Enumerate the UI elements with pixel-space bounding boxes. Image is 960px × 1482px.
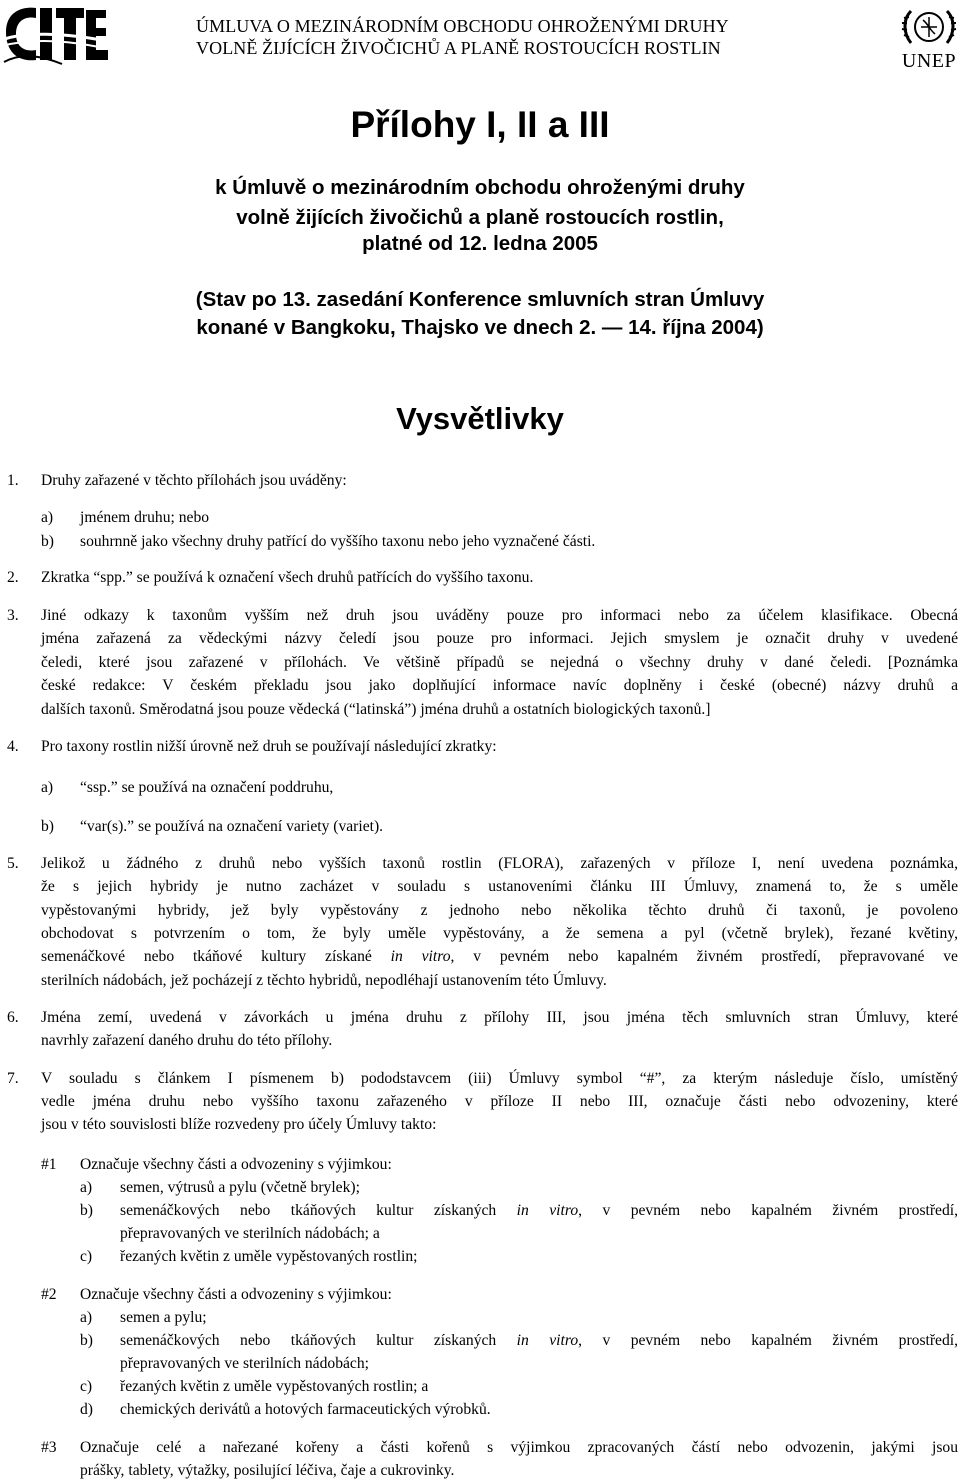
p5-line-5: semenáčkové nebo tkáňové kultury získané in vitro, v pevném nebo kapalném živném prostředí, přepravované ve (41, 948, 958, 965)
p4-a-label: a) (41, 779, 54, 796)
p1-b-text: souhrnně jako všechny druhy patřící do vyššího taxonu nebo jeho vyznačené části. (80, 533, 596, 550)
n2-c-text: řezaných květin z uměle vypěstovaných rostlin; a (120, 1378, 429, 1395)
n1-b-line-1: semenáčkových nebo tkáňových kultur získaných in vitro, v pevném nebo kapalném živném prostředí, (120, 1202, 958, 1219)
n2-a-label: a) (80, 1309, 93, 1326)
p6-line-1: Jména zemí, uvedená v závorkách u jména druhu z přílohy III, jsou jména těch smluvních stran Úmluvy, které (41, 1009, 958, 1026)
subtitle-line-5: konané v Bangkoku, Thajsko ve dnech 2. — 14. října 2004) (196, 316, 764, 339)
section-heading: Vysvětlivky (396, 401, 564, 436)
p3-line-1: Jiné odkazy k taxonům vyšším než druh jsou uváděny pouze pro informaci nebo za účelem klasifikace. Obecná (41, 607, 958, 624)
n2-d-text: chemických derivátů a hotových farmaceutických výrobků. (120, 1401, 491, 1418)
p7-line-3: jsou v této souvislosti blíže rozvedeny pro účely Úmluvy takto: (41, 1116, 437, 1133)
p4-num: 4. (7, 738, 19, 755)
n2-b-label: b) (80, 1332, 93, 1349)
n3-label: #3 (41, 1439, 57, 1456)
p5-num: 5. (7, 855, 19, 872)
p2-num: 2. (7, 569, 19, 586)
p7-line-2: vedle jména druhu nebo vyššího taxonu zařazeného v příloze II nebo III, označuje části nebo odvozeniny, které (41, 1093, 958, 1110)
n1-b-line-2: přepravovaných ve sterilních nádobách; a (120, 1225, 380, 1242)
header-line-2: VOLNĚ ŽIJÍCÍCH ŽIVOČICHŮ A PLANĚ ROSTOUCÍCH ROSTLIN (196, 38, 721, 58)
p3-line-3: čeledi, které jsou zařazené v přílohách. Ve většině případů se nejedná o všechny druhy v dané čeledi. [Poznámka (41, 654, 958, 671)
p2-text: Zkratka “spp.” se používá k označení všech druhů patřících do vyššího taxonu. (41, 569, 534, 586)
page-title: Přílohy I, II a III (350, 104, 610, 145)
n2-c-label: c) (80, 1378, 93, 1395)
unep-logo (898, 3, 960, 75)
p5-line-6: sterilních nádobách, jež pocházejí z těchto hybridů, nepodléhají ustanovením této Úmluvy. (41, 972, 607, 989)
p1-a-text: jménem druhu; nebo (80, 509, 210, 526)
subtitle-line-3: platné od 12. ledna 2005 (362, 232, 598, 255)
p4-b-label: b) (41, 818, 54, 835)
p1-a-label: a) (41, 509, 54, 526)
n1-label: #1 (41, 1156, 57, 1173)
p4-b-text: “var(s).” se používá na označení variety (variet). (80, 818, 384, 835)
n2-d-label: d) (80, 1401, 93, 1418)
p3-line-4: české redakce: V českém překladu jsou jako doplňující informace navíc doplněny i české (obecné) názvy druhů a (41, 677, 958, 694)
n1-b-label: b) (80, 1202, 93, 1219)
n1-a-text: semen, výtrusů a pylu (včetně brylek); (120, 1179, 360, 1196)
p5-line-4: obchodovat s potvrzením o tom, že byly uměle vypěstovány, a že semena a pyl (včetně brylek), řezané květiny, (41, 925, 958, 942)
p3-num: 3. (7, 607, 19, 624)
subtitle-line-1: k Úmluvě o mezinárodním obchodu ohroženými druhy (215, 176, 745, 199)
p3-line-2: jména zařazená za vědeckými názvy čeledí jsou pouze pro informaci. Jejich smyslem je označit druhy v uvedené (41, 630, 958, 647)
p5-line-1: Jelikož u žádného z druhů nebo vyšších taxonů rostlin (FLORA), zařazených v příloze I, není uvedena poznámka, (41, 855, 958, 872)
n1-c-text: řezaných květin z uměle vypěstovaných rostlin; (120, 1248, 418, 1265)
p1-num: 1. (7, 472, 19, 489)
n2-b-line-1: semenáčkových nebo tkáňových kultur získaných in vitro, v pevném nebo kapalném živném prostředí, (120, 1332, 958, 1349)
p5-line-2: že s jejich hybridy je nutno zacházet v souladu s ustanoveními článku III Úmluvy, znamená to, že s uměle (41, 878, 958, 895)
n1-text: Označuje všechny části a odvozeniny s výjimkou: (80, 1156, 392, 1173)
n1-a-label: a) (80, 1179, 93, 1196)
n2-text: Označuje všechny části a odvozeniny s výjimkou: (80, 1286, 392, 1303)
n2-label: #2 (41, 1286, 57, 1303)
p6-num: 6. (7, 1009, 19, 1026)
p6-line-2: navrhly zařazení daného druhu do této přílohy. (41, 1032, 333, 1049)
p4-text: Pro taxony rostlin nižší úrovně než druh se používají následující zkratky: (41, 738, 497, 755)
unep-label: UNEP (901, 50, 957, 72)
n1-c-label: c) (80, 1248, 93, 1265)
n2-b-line-2: přepravovaných ve sterilních nádobách; (120, 1355, 369, 1372)
p7-num: 7. (7, 1070, 19, 1087)
subtitle-line-4: (Stav po 13. zasedání Konference smluvních stran Úmluvy (195, 288, 765, 311)
n3-line-2: prášky, tablety, výtažky, posilující léčiva, čaje a cukrovinky. (80, 1462, 455, 1479)
p1-b-label: b) (41, 533, 54, 550)
n2-a-text: semen a pylu; (120, 1309, 207, 1326)
p4-a-text: “ssp.” se používá na označení poddruhu, (80, 779, 334, 796)
subtitle-line-2: volně žijících živočichů a planě rostoucích rostlin, (236, 206, 724, 229)
n3-line-1: Označuje celé a nařezané kořeny a části kořenů s výjimkou zpracovaných částí nebo odvozenin, jakými jsou (80, 1439, 958, 1456)
header-line-1: ÚMLUVA O MEZINÁRODNÍM OBCHODU OHROŽENÝMI DRUHY (196, 16, 729, 36)
cites-logo (2, 2, 114, 68)
p3-line-5: dalších taxonů. Směrodatná jsou pouze vědecká (“latinská”) jména druhů a ostatních biologických taxonů.] (41, 701, 711, 718)
p1-text: Druhy zařazené v těchto přílohách jsou uváděny: (41, 472, 347, 489)
p7-line-1: V souladu s článkem I písmenem b) pododstavcem (iii) Úmluvy symbol “#”, za kterým následuje číslo, umístěný (41, 1070, 958, 1087)
p5-line-3: vypěstovanými hybridy, jež byly vypěstovány z jednoho nebo několika těchto druhů či taxonů, je povoleno (41, 902, 958, 919)
